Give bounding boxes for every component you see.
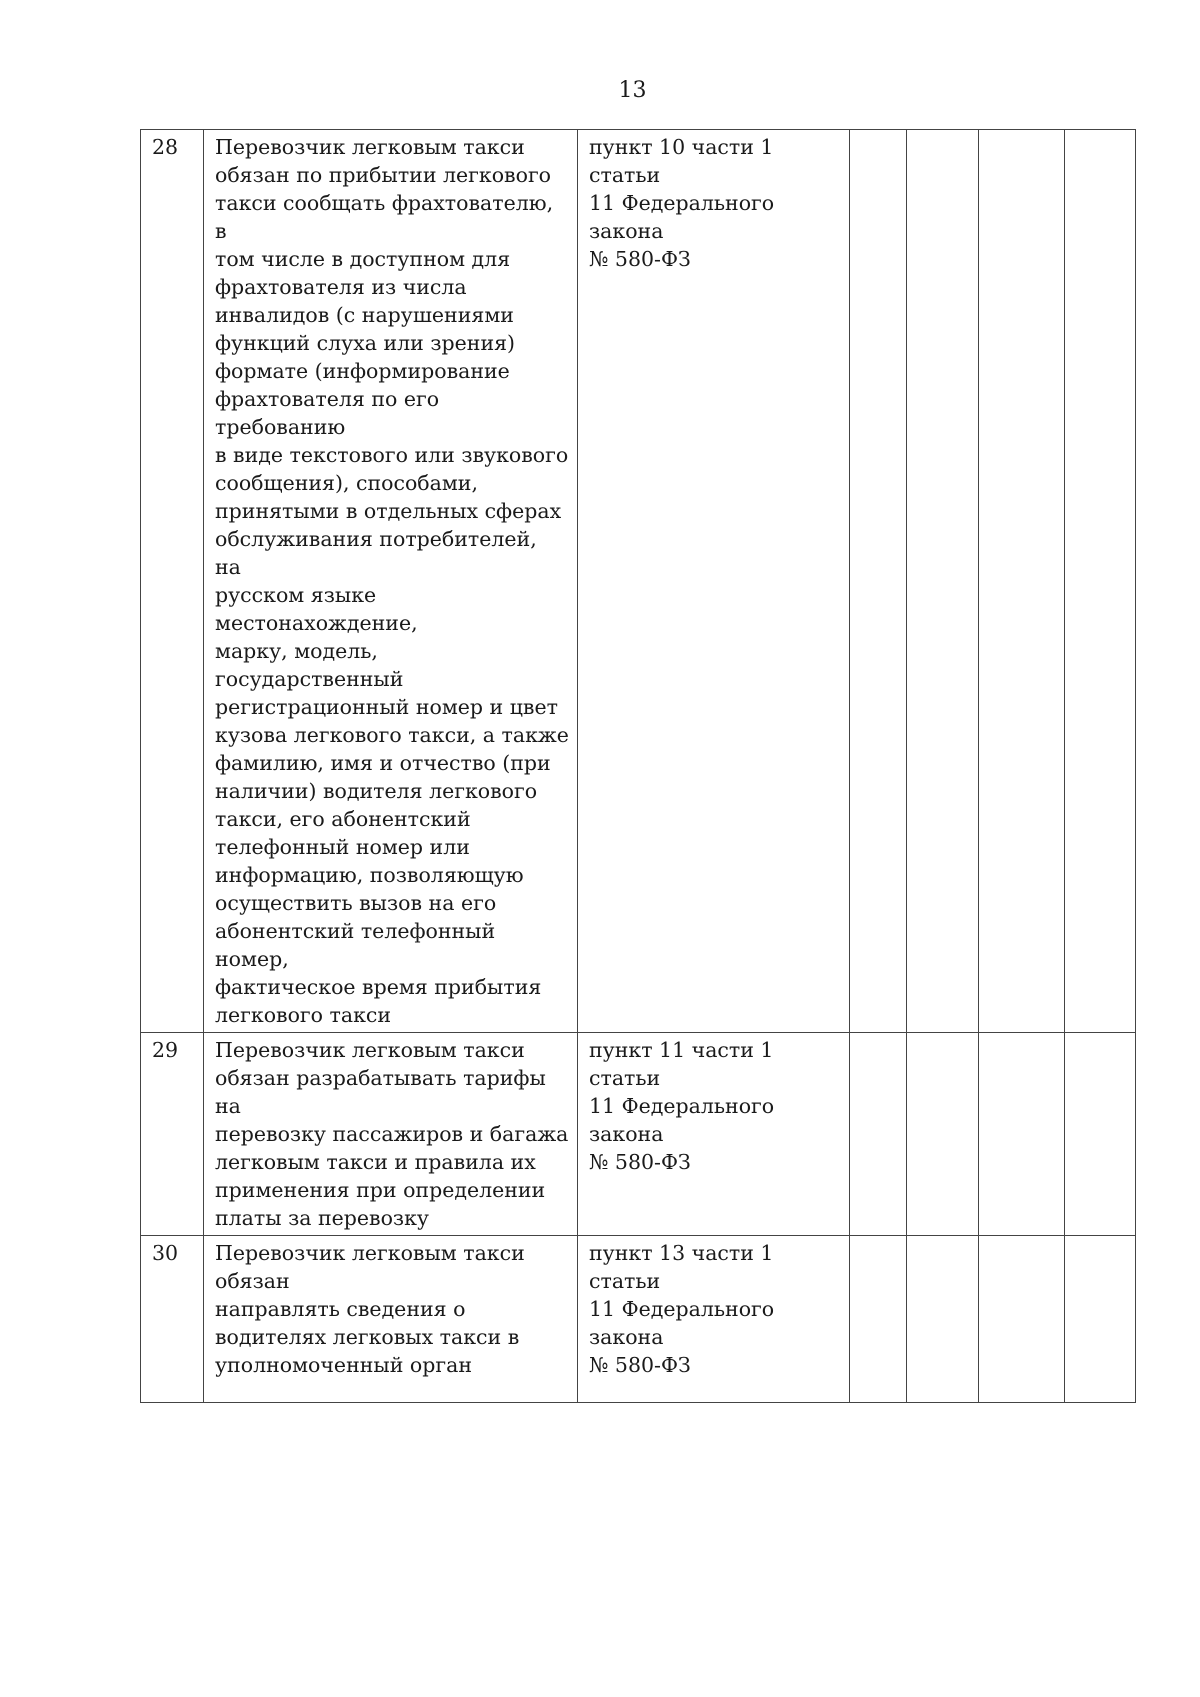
empty-cell (907, 130, 979, 1033)
page-number: 13 (618, 78, 647, 103)
empty-cell (979, 130, 1065, 1033)
row-number: 29 (141, 1033, 204, 1236)
empty-cell (1065, 130, 1136, 1033)
requirement-text: Перевозчик легковым такси обязан направлять сведения о водителях легковых такси в уполномоченный орган (204, 1236, 578, 1403)
empty-cell (850, 1236, 907, 1403)
empty-cell (850, 130, 907, 1033)
table-row (141, 1033, 1136, 1236)
requirement-text: Перевозчик легковым такси обязан по прибытии легкового такси сообщать фрахтователю, в том числе в доступном для фрахтователя из числа инвалидов (с нарушениями функций слуха или зрения) формате (информирование фрахтователя по его требованию в виде текстового или звукового сообщения), способами, принятыми в отдельных сферах обслуживания потребителей, на русском языке местонахождение, марку, модель, государственный регистрационный номер и цвет кузова легкового такси, а также фамилию, имя и отчество (при наличии) водителя легкового такси, его абонентский телефонный номер или информацию, позволяющую осуществить вызов на его абонентский телефонный номер, фактическое время прибытия легкового такси (204, 130, 578, 1033)
legal-reference: пункт 10 части 1 статьи 11 Федерального закона № 580-ФЗ (578, 130, 850, 1033)
empty-cell (850, 1033, 907, 1236)
table-row (141, 130, 1136, 1033)
requirement-text: Перевозчик легковым такси обязан разрабатывать тарифы на перевозку пассажиров и багажа легковым такси и правила их применения при определении платы за перевозку (204, 1033, 578, 1236)
empty-cell (979, 1236, 1065, 1403)
empty-cell (907, 1033, 979, 1236)
checklist-table (140, 129, 1136, 1403)
legal-reference: пункт 13 части 1 статьи 11 Федерального закона № 580-ФЗ (578, 1236, 850, 1403)
row-number: 28 (141, 130, 204, 1033)
empty-cell (1065, 1033, 1136, 1236)
row-number: 30 (141, 1236, 204, 1403)
empty-cell (907, 1236, 979, 1403)
empty-cell (1065, 1236, 1136, 1403)
legal-reference: пункт 11 части 1 статьи 11 Федерального закона № 580-ФЗ (578, 1033, 850, 1236)
empty-cell (979, 1033, 1065, 1236)
table-row (141, 1236, 1136, 1403)
